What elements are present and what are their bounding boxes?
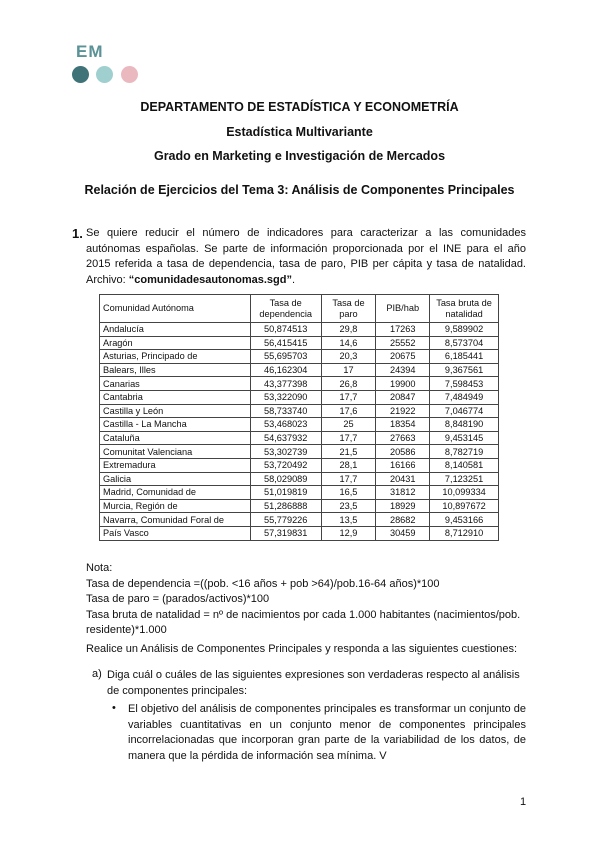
item-a-text: Diga cuál o cuáles de las siguientes expresiones son verdaderas respecto al análisis de componentes principales: [107,669,520,697]
bullet-text: El objetivo del análisis de componentes principales es transformar un conjunto de variables cuantitativas en un conjunto menor de componentes principales incorrelacionadas que incorporan gran parte de la variabilidad de los datos, de manera que la pérdida de información sea mínima. V [128,703,526,762]
table-row [100,458,499,472]
cell-paro: 12,9 [321,526,376,540]
table-header-row [100,295,499,323]
cell-pib: 18929 [376,499,430,513]
cell-dependencia: 53,468023 [250,418,321,432]
cell-dependencia: 55,779226 [250,513,321,527]
cell-pib: 28682 [376,513,430,527]
table-row [100,499,499,513]
cell-paro: 29,8 [321,323,376,337]
cell-natalidad: 8,848190 [430,418,499,432]
cell-pib: 20675 [376,350,430,364]
col-header-dependencia: Tasa de dependencia [250,295,321,323]
cell-pib: 17263 [376,323,430,337]
cell-dependencia: 51,019819 [250,486,321,500]
cell-pib: 16166 [376,458,430,472]
cell-natalidad: 10,099334 [430,486,499,500]
cell-pib: 20847 [376,390,430,404]
col-header-paro: Tasa de paro [321,295,376,323]
notes-label: Nota: [86,562,113,574]
cell-pib: 27663 [376,431,430,445]
cell-paro: 28,1 [321,458,376,472]
cell-paro: 25 [321,418,376,432]
cell-pib: 30459 [376,526,430,540]
cell-natalidad: 8,140581 [430,458,499,472]
bullet-symbol: • [112,702,116,714]
cell-pib: 20431 [376,472,430,486]
cell-dependencia: 50,874513 [250,323,321,337]
cell-paro: 23,5 [321,499,376,513]
cell-paro: 20,3 [321,350,376,364]
cell-comunidad: Balears, Illes [100,363,251,377]
table-row [100,472,499,486]
cell-natalidad: 7,598453 [430,377,499,391]
exercise-title: Relación de Ejercicios del Tema 3: Análisis de Componentes Principales [84,183,515,197]
table-row [100,336,499,350]
cell-natalidad: 9,367561 [430,363,499,377]
table-row [100,377,499,391]
cell-dependencia: 43,377398 [250,377,321,391]
cell-natalidad: 10,897672 [430,499,499,513]
cell-dependencia: 51,286888 [250,499,321,513]
cell-natalidad: 9,453145 [430,431,499,445]
cell-comunidad: Cantabria [100,390,251,404]
cell-dependencia: 54,637932 [250,431,321,445]
table-row [100,431,499,445]
cell-paro: 17 [321,363,376,377]
note-dependencia: Tasa de dependencia =((pob. <16 años + pob >64)/pob.16-64 años)*100 [86,577,440,590]
file-suffix: . [292,273,296,286]
table-row [100,418,499,432]
cell-comunidad: Canarias [100,377,251,391]
logo-dot-dark [72,66,89,83]
cell-natalidad: 9,589902 [430,323,499,337]
cell-pib: 24394 [376,363,430,377]
logo-dot-light [96,66,113,83]
cell-comunidad: Comunitat Valenciana [100,445,251,459]
cell-natalidad: 8,712910 [430,526,499,540]
cell-comunidad: Castilla y León [100,404,251,418]
cell-pib: 21922 [376,404,430,418]
cell-natalidad: 9,453166 [430,513,499,527]
file-name: “comunidadesautonomas.sgd” [128,273,292,286]
cell-comunidad: Aragón [100,336,251,350]
cell-natalidad: 7,046774 [430,404,499,418]
degree-heading: Grado en Marketing e Investigación de Mercados [153,149,446,163]
department-heading: DEPARTAMENTO DE ESTADÍSTICA Y ECONOMETRÍA [140,100,459,114]
cell-comunidad: Galicia [100,472,251,486]
cell-paro: 14,6 [321,336,376,350]
table-row [100,513,499,527]
cell-dependencia: 53,720492 [250,458,321,472]
notes-block [86,561,526,639]
question-number: 1. [72,226,83,241]
table-row [100,390,499,404]
cell-pib: 19900 [376,377,430,391]
question-text [86,226,526,288]
cell-dependencia: 58,029089 [250,472,321,486]
table-row [100,445,499,459]
cell-pib: 20586 [376,445,430,459]
cell-natalidad: 7,123251 [430,472,499,486]
logo-text: EM [76,42,104,61]
cell-comunidad: Castilla - La Mancha [100,418,251,432]
note-paro: Tasa de paro = (parados/activos)*100 [86,593,270,606]
cell-paro: 13,5 [321,513,376,527]
cell-dependencia: 53,322090 [250,390,321,404]
table-row [100,323,499,337]
cell-paro: 17,6 [321,404,376,418]
col-header-pib: PIB/hab [376,295,430,323]
cell-paro: 16,5 [321,486,376,500]
cell-paro: 26,8 [321,377,376,391]
em-logo [72,40,152,88]
cell-dependencia: 55,695703 [250,350,321,364]
cell-natalidad: 8,573704 [430,336,499,350]
cell-comunidad: Cataluña [100,431,251,445]
item-a-label: a) [92,668,102,680]
cell-dependencia: 56,415415 [250,336,321,350]
subject-heading: Estadística Multivariante [226,125,373,139]
question-body: Se quiere reducir el número de indicadores para caracterizar a las comunidades autónomas españolas. Se parte de información proporcionada por el INE para el año 2015 referida a tasa de dependencia, tasa de paro, PIB per cápita y tasa de natalidad. Archivo: [86,227,526,286]
table-row [100,363,499,377]
page-number: 1 [520,796,527,808]
data-table [99,294,499,541]
cell-comunidad: País Vasco [100,526,251,540]
cell-comunidad: Navarra, Comunidad Foral de [100,513,251,527]
cell-comunidad: Madrid, Comunidad de [100,486,251,500]
cell-pib: 18354 [376,418,430,432]
cell-paro: 17,7 [321,472,376,486]
intro-text: Realice un Análisis de Componentes Principales y responda a las siguientes cuestiones: [86,643,518,655]
cell-pib: 25552 [376,336,430,350]
cell-paro: 21,5 [321,445,376,459]
cell-dependencia: 57,319831 [250,526,321,540]
cell-natalidad: 7,484949 [430,390,499,404]
cell-dependencia: 46,162304 [250,363,321,377]
table-row [100,526,499,540]
cell-paro: 17,7 [321,431,376,445]
cell-dependencia: 53,302739 [250,445,321,459]
cell-natalidad: 8,782719 [430,445,499,459]
cell-comunidad: Extremadura [100,458,251,472]
cell-dependencia: 58,733740 [250,404,321,418]
cell-pib: 31812 [376,486,430,500]
table-row [100,350,499,364]
cell-paro: 17,7 [321,390,376,404]
col-header-comunidad: Comunidad Autónoma [100,295,251,323]
cell-comunidad: Murcia, Región de [100,499,251,513]
table-row [100,486,499,500]
cell-comunidad: Asturias, Principado de [100,350,251,364]
cell-comunidad: Andalucía [100,323,251,337]
table-row [100,404,499,418]
table-body [100,323,499,541]
note-natalidad: Tasa bruta de natalidad = nº de nacimientos por cada 1.000 habitantes (nacimientos/pob. residente)*1.000 [86,608,521,637]
logo-dot-pink [121,66,138,83]
col-header-natalidad: Tasa bruta de natalidad [430,295,499,323]
cell-natalidad: 6,185441 [430,350,499,364]
